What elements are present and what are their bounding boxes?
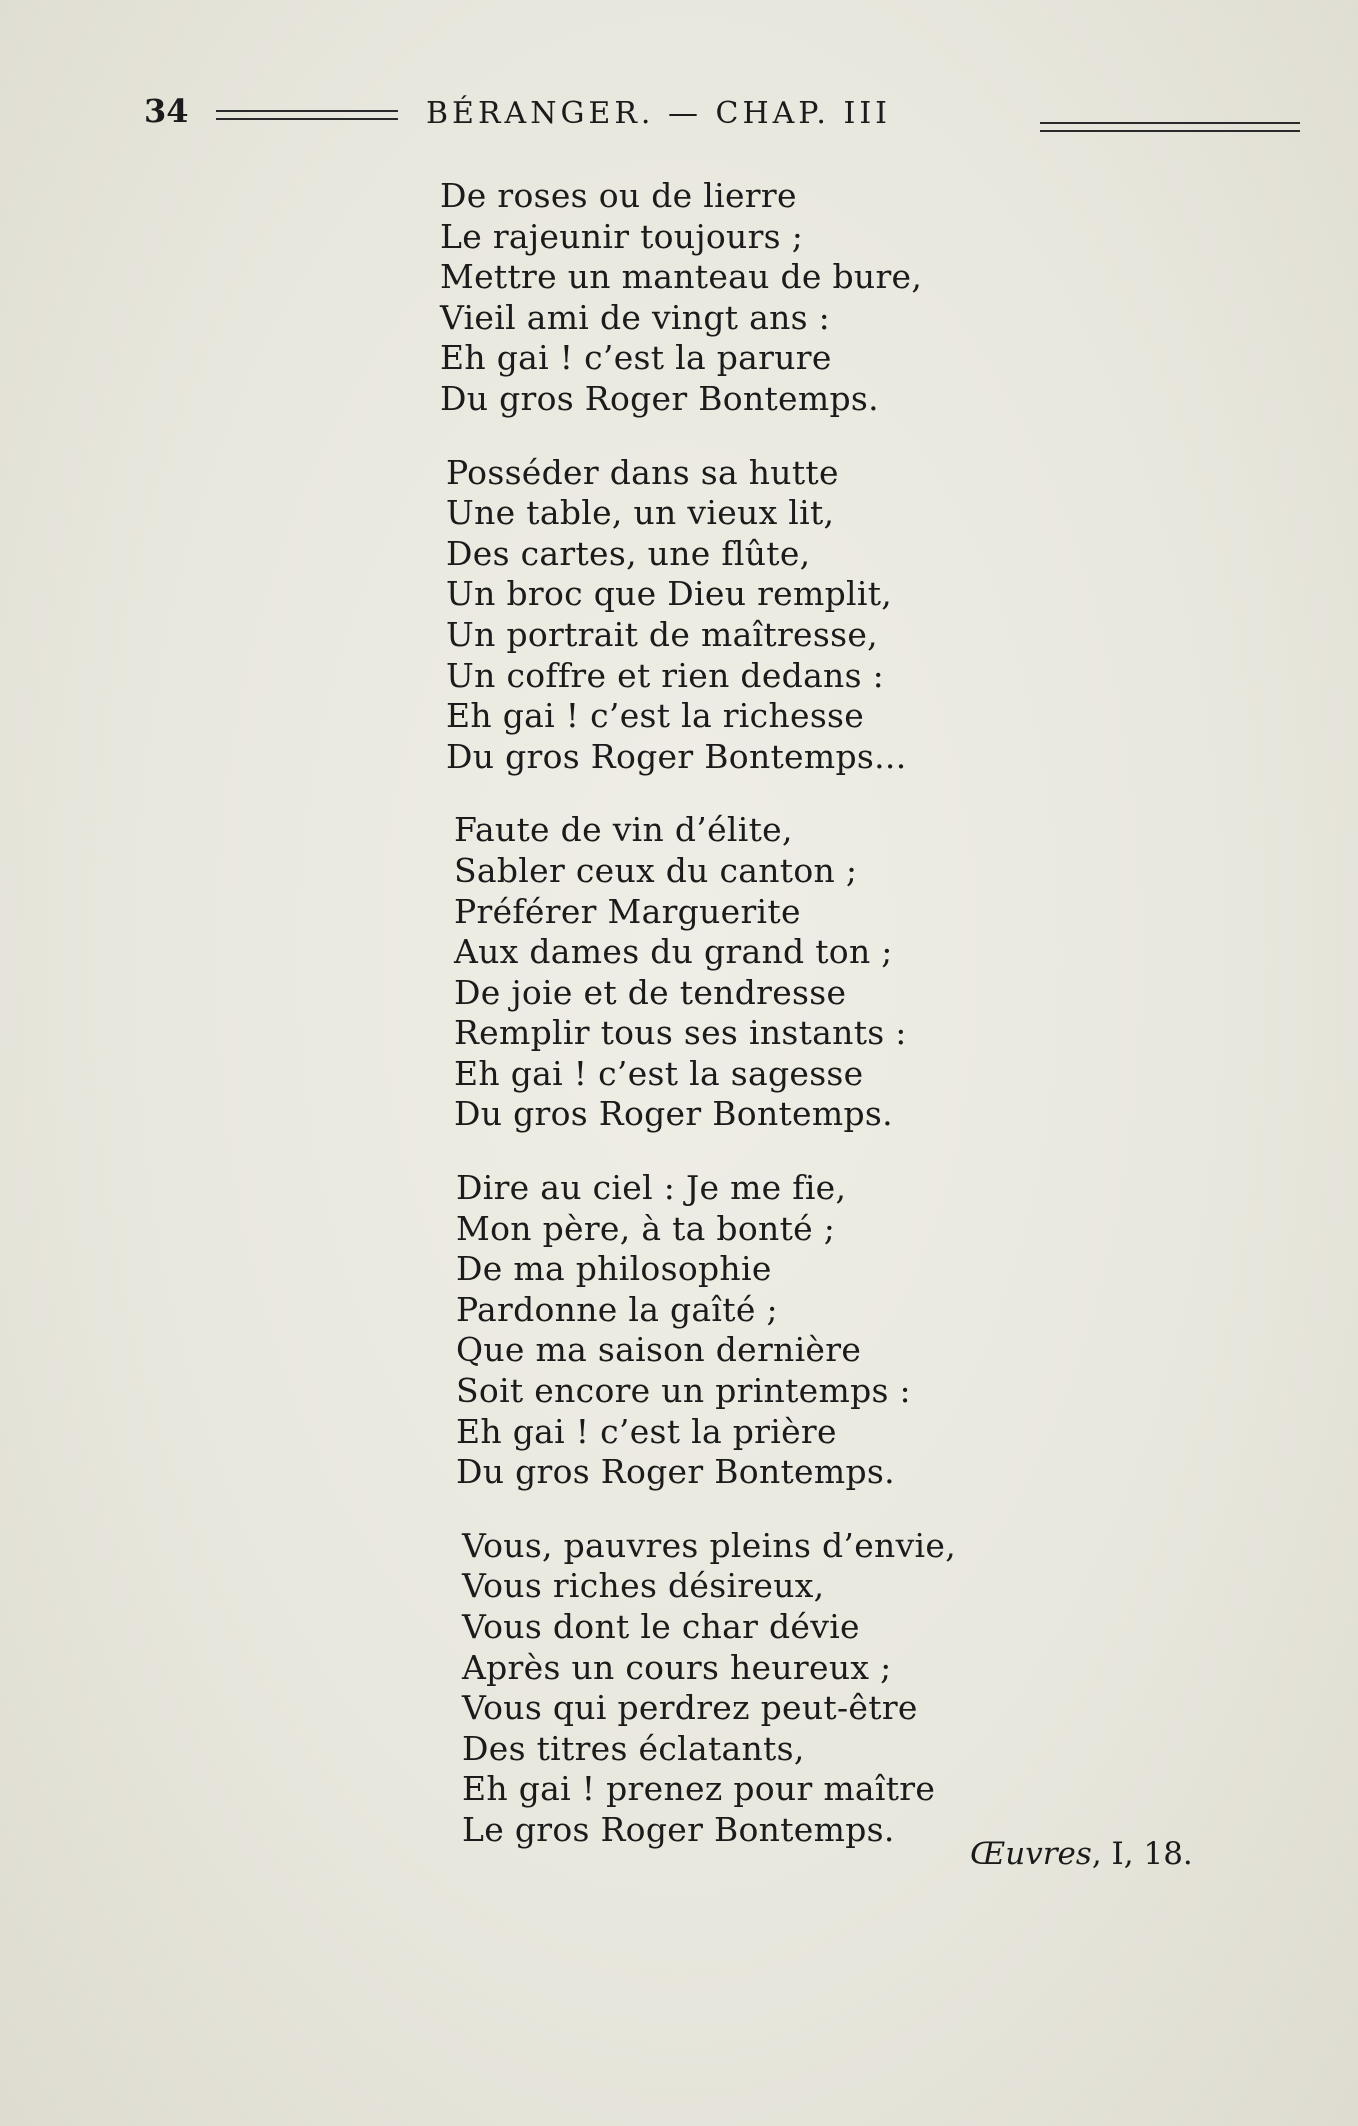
header-rule-right <box>1040 122 1300 132</box>
citation-work: Œuvres <box>970 1836 1092 1872</box>
verse-line: Un broc que Dieu remplit, <box>446 574 893 614</box>
verse-line: Des titres éclatants, <box>462 1728 805 1768</box>
poem <box>440 176 1200 1884</box>
verse-line: Sabler ceux du canton ; <box>454 850 858 890</box>
header-rule-left <box>216 110 398 120</box>
verse-line: Mettre un manteau de bure, <box>440 257 923 297</box>
verse-line: Eh gai ! c’est la prière <box>456 1411 837 1451</box>
verse-line: Après un cours heureux ; <box>462 1647 892 1687</box>
verse-line: Du gros Roger Bontemps. <box>440 378 879 418</box>
verse-line: Le rajeunir toujours ; <box>440 216 804 256</box>
verse-line: Remplir tous ses instants : <box>454 1013 907 1053</box>
verse-line: Vous riches désireux, <box>462 1566 825 1606</box>
verse-line: Une table, un vieux lit, <box>446 493 835 533</box>
verse-line: Pardonne la gaîté ; <box>456 1289 778 1329</box>
verse-line: Faute de vin d’élite, <box>454 810 793 850</box>
verse-line: De joie et de tendresse <box>454 972 847 1012</box>
verse-line: Eh gai ! c’est la richesse <box>446 696 865 736</box>
page-header <box>140 92 1300 136</box>
verse-line: Du gros Roger Bontemps. <box>456 1452 895 1492</box>
verse-line: Eh gai ! c’est la parure <box>440 338 832 378</box>
stanza <box>446 453 1200 778</box>
page-number: 34 <box>144 92 189 130</box>
verse-line: Vous, pauvres pleins d’envie, <box>462 1525 957 1565</box>
stanza <box>454 810 1200 1135</box>
verse-line: Un portrait de maîtresse, <box>446 614 878 654</box>
stanza <box>440 176 1200 420</box>
verse-line: Eh gai ! prenez pour maître <box>462 1769 936 1809</box>
verse-line: Que ma saison dernière <box>456 1330 862 1370</box>
verse-line: Vieil ami de vingt ans : <box>440 297 831 337</box>
verse-line: Posséder dans sa hutte <box>446 452 839 492</box>
verse-line: Aux dames du grand ton ; <box>454 932 893 972</box>
verse-line: Des cartes, une flûte, <box>446 533 811 573</box>
verse-line: Du gros Roger Bontemps... <box>446 736 907 776</box>
verse-line: Mon père, à ta bonté ; <box>456 1208 836 1248</box>
citation <box>970 1836 1193 1872</box>
citation-reference: , I, 18. <box>1091 1836 1193 1872</box>
verse-line: De roses ou de lierre <box>440 176 797 215</box>
stanza <box>456 1168 1200 1493</box>
verse-line: Soit encore un printemps : <box>456 1371 911 1411</box>
verse-line: Un coffre et rien dedans : <box>446 655 885 695</box>
verse-line: Vous dont le char dévie <box>462 1607 860 1646</box>
running-title: BÉRANGER. — CHAP. III <box>426 96 892 131</box>
verse-line: Du gros Roger Bontemps. <box>454 1094 893 1134</box>
stanza <box>462 1526 1200 1851</box>
verse-line: Vous qui perdrez peut-être <box>462 1688 918 1728</box>
verse-line: De ma philosophie <box>456 1249 772 1289</box>
verse-line: Le gros Roger Bontemps. <box>462 1809 895 1849</box>
verse-line: Dire au ciel : Je me fie, <box>456 1168 847 1208</box>
verse-line: Préférer Marguerite <box>454 891 801 931</box>
verse-line: Eh gai ! c’est la sagesse <box>454 1053 864 1093</box>
